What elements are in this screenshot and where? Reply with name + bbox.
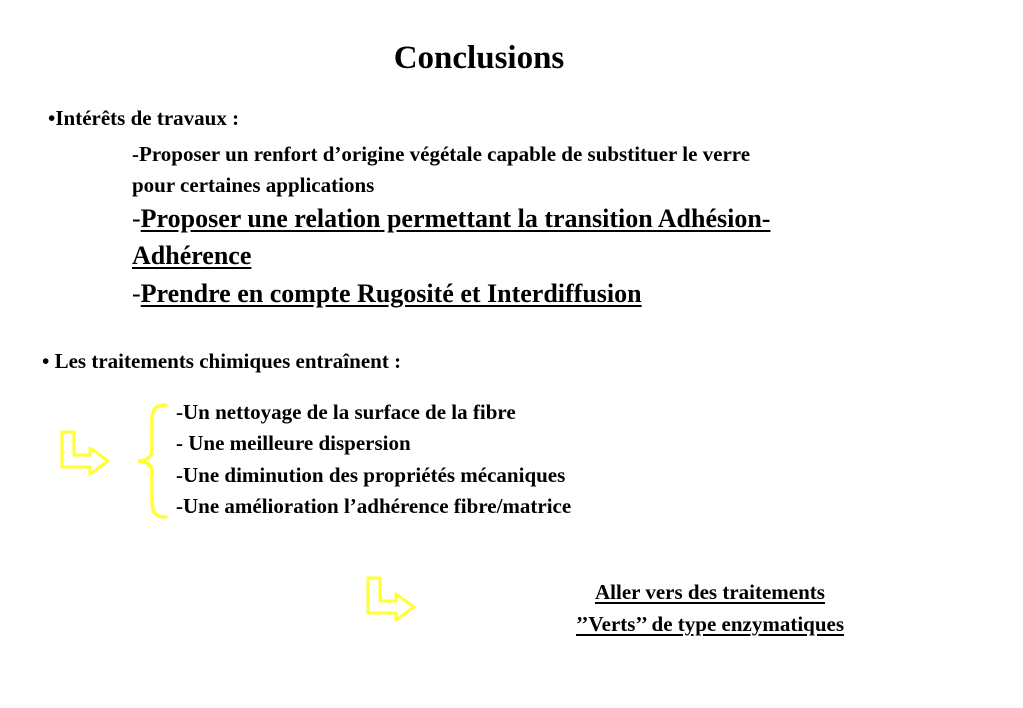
conclusion-line-1: Aller vers des traitements <box>595 580 825 604</box>
conclusion-line-2: ’’Verts’’ de type enzymatiques <box>575 612 845 636</box>
page-title: Conclusions <box>393 40 565 76</box>
section-heading-text: Les traitements chimiques entraînent : <box>54 349 402 373</box>
section-traitements-heading <box>42 349 401 374</box>
dash: - <box>132 279 141 308</box>
traitement-item-3: -Une diminution des propriétés mécaniques <box>176 463 566 487</box>
dash: - <box>132 204 141 233</box>
interets-item1-line1: -Proposer un renfort d’origine végétale capable de substituer le verre <box>132 142 751 166</box>
interets-item2-text-cont: Adhérence <box>132 241 252 270</box>
interets-item2-line1 <box>132 204 770 234</box>
section-heading-text: Intérêts de travaux : <box>55 106 240 130</box>
traitement-item-2: - Une meilleure dispersion <box>176 431 411 455</box>
section-interets-heading <box>48 106 239 131</box>
turn-right-arrow-icon <box>60 430 112 475</box>
interets-item2-text: Proposer une relation permettant la transition Adhésion- <box>140 204 771 233</box>
interets-item3 <box>132 279 642 309</box>
traitement-item-1: -Un nettoyage de la surface de la fibre <box>176 400 516 424</box>
bullet: • <box>42 349 50 373</box>
interets-item3-text: Prendre en compte Rugosité et Interdiffusion <box>140 279 642 308</box>
bullet: • <box>48 106 56 130</box>
interets-item2-line2 <box>132 241 251 271</box>
interets-item1-line2: pour certaines applications <box>132 173 375 197</box>
traitement-item-4: -Une amélioration l’adhérence fibre/matrice <box>176 494 572 518</box>
curly-brace-icon <box>134 403 170 519</box>
